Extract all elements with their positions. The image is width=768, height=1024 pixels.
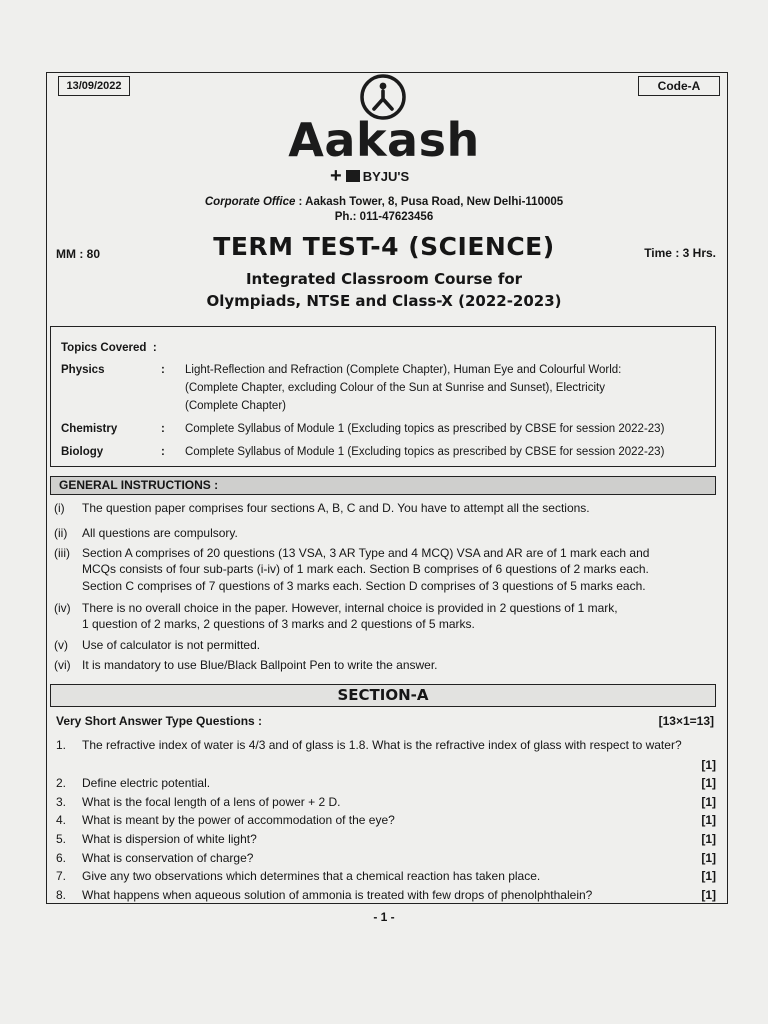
general-instructions-heading: GENERAL INSTRUCTIONS : [50, 476, 716, 495]
byjus-mark-icon [346, 170, 360, 182]
topics-heading: Topics Covered : [61, 342, 157, 354]
aakash-logo-text: Aakash [288, 113, 480, 167]
phone-number: Ph.: 011-47623456 [334, 211, 434, 223]
colon: : [161, 364, 165, 376]
test-title: TERM TEST-4 (SCIENCE) [213, 232, 555, 261]
plus-icon: + [330, 165, 342, 187]
time-allowed: Time : 3 Hrs. [644, 246, 716, 260]
page-number: - 1 - [373, 910, 395, 924]
exam-date: 13/09/2022 [58, 76, 130, 96]
physics-topics-line1: Light-Reflection and Refraction (Complete Chapter), Human Eye and Colourful World: [185, 364, 622, 376]
biology-topics: Complete Syllabus of Module 1 (Excluding topics as prescribed by CBSE for session 2022-23) [185, 446, 665, 458]
course-title-line1: Integrated Classroom Course for [245, 270, 523, 288]
byjus-text: BYJU'S [362, 168, 410, 184]
physics-topics-line2: (Complete Chapter, excluding Colour of the Sun at Sunrise and Sunset), Electricity [185, 382, 605, 394]
course-title-line2: Olympiads, NTSE and Class-X (2022-2023) [206, 292, 562, 310]
chemistry-label: Chemistry [61, 423, 118, 435]
paper-code: Code-A [638, 76, 720, 96]
biology-label: Biology [61, 446, 104, 458]
vsa-subheading: Very Short Answer Type Questions : [56, 714, 263, 728]
physics-label: Physics [61, 364, 105, 376]
vsa-marks-scheme: [13×1=13] [658, 714, 714, 728]
byjus-logo [330, 167, 409, 185]
max-marks: MM : 80 [56, 247, 101, 261]
physics-topics-line3: (Complete Chapter) [185, 400, 286, 412]
chemistry-topics: Complete Syllabus of Module 1 (Excluding topics as prescribed by CBSE for session 2022-23) [185, 423, 665, 435]
colon: : [161, 423, 165, 435]
corporate-office: Corporate Office : Aakash Tower, 8, Pusa Road, New Delhi-110005 [204, 196, 564, 208]
topics-covered-box [50, 326, 716, 467]
colon: : [161, 446, 165, 458]
section-a-heading: SECTION-A [50, 684, 716, 707]
question-item: 1. The refractive index of water is 4/3 and of glass is 1.8. What is the refractive index of glass with respect to water? [1] [56, 738, 716, 772]
